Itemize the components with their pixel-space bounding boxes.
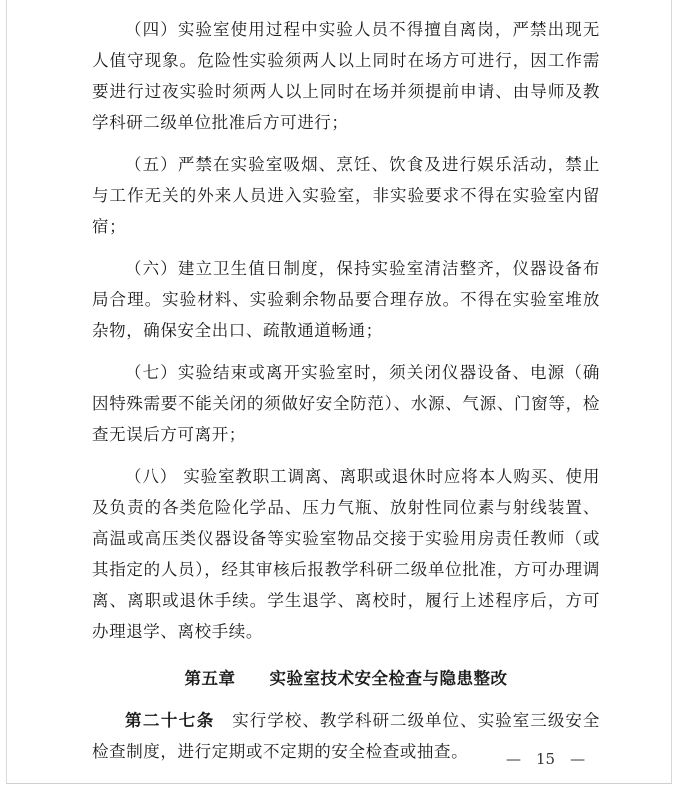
chapter-heading: 第五章 实验室技术安全检查与隐患整改 (184, 669, 508, 688)
article-label: 第二十七条 (125, 711, 215, 730)
article-text: 实行学校、教学科研二级单位、实验室三级安全检查制度，进行定期或不定期的安全检查或抽查。 (92, 711, 601, 761)
paragraph-item-4: （四）实验室使用过程中实验人员不得擅自离岗，严禁出现无人值守现象。危险性实验须两人以上同时在场方可进行，因工作需要进行过夜实验时须两人以上同时在场并须提前申请、由导师及教学科研二级单位批准后方可进行； (92, 20, 600, 132)
page-number: — 15 — (506, 750, 586, 768)
paragraph-item-7: （七）实验结束或离开实验室时，须关闭仪器设备、电源（确因特殊需要不能关闭的须做好安全防范）、水源、气源、门窗等，检查无误后方可离开； (92, 363, 600, 444)
paragraph-item-5: （五）严禁在实验室吸烟、烹饪、饮食及进行娱乐活动，禁止与工作无关的外来人员进入实验室，非实验要求不得在实验室内留宿； (92, 155, 600, 236)
document-body (92, 14, 600, 778)
paragraph-item-6: （六）建立卫生值日制度，保持实验室清洁整齐，仪器设备布局合理。实验材料、实验剩余物品要合理存放。不得在实验室堆放杂物，确保安全出口、疏散通道畅通； (92, 259, 600, 340)
paragraph-item-8: （八） 实验室教职工调离、离职或退休时应将本人购买、使用及负责的各类危险化学品、压力气瓶、放射性同位素与射线装置、高温或高压类仪器设备等实验室物品交接于实验用房责任教师（或其指定的人员），经其审核后报教学科研二级单位批准，方可办理调离、离职或退休手续。学生退学、离校时，履行上述程序后，方可办理退学、离校手续。 (92, 467, 600, 641)
